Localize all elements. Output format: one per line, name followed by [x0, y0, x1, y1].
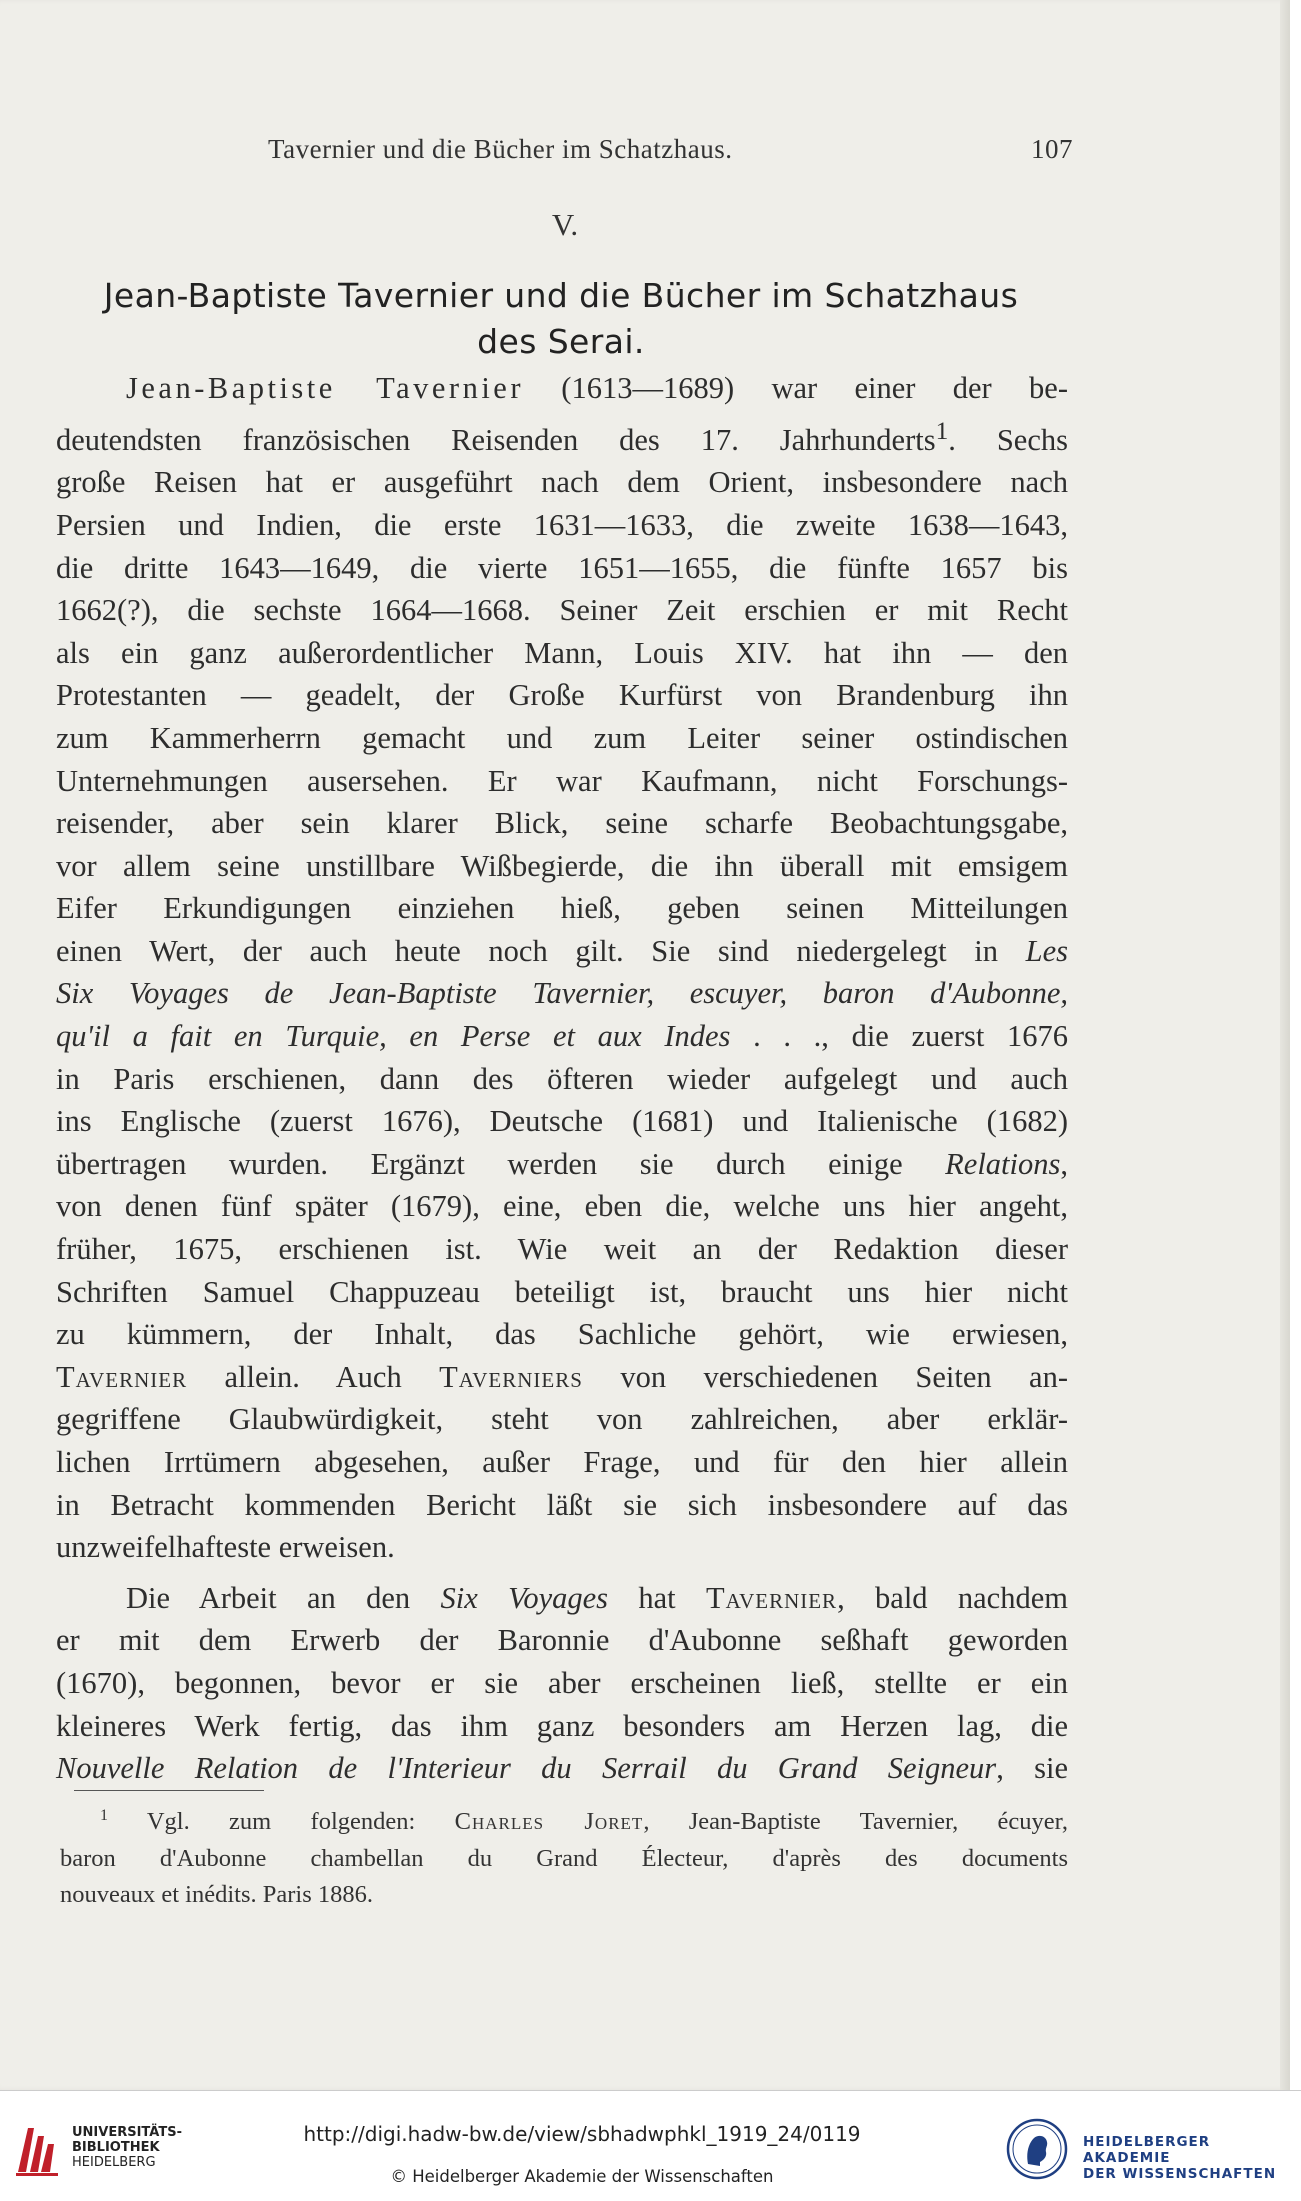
text-line: lichen Irrtümern abgesehen, außer Frage, und für den hier allein — [56, 1445, 1068, 1479]
text-line: ins Englische (zuerst 1676), Deutsche (1681) und Italienische (1682) — [56, 1104, 1068, 1139]
library-name-line-3: HEIDELBERG — [72, 2155, 156, 2170]
footnote-line: baron d'Aubonne chambellan du Grand Électeur, d'après des documents — [60, 1844, 1068, 1872]
text-line: Eifer Erkundigungen einziehen hieß, geben seinen Mitteilungen — [56, 891, 1068, 926]
small-caps-name: Taverniers — [439, 1359, 583, 1394]
text-segment: deutendsten französischen Reisenden des 17. Jahrhunderts — [56, 422, 936, 457]
text-line: früher, 1675, erschienen ist. Wie weit an der Redaktion dieser — [56, 1232, 1068, 1267]
text-line: Persien und Indien, die erste 1631—1633, die zweite 1638—1643, — [56, 507, 1068, 542]
footnote-reference: 1 — [935, 416, 949, 445]
small-caps-name: Tavernier — [56, 1359, 188, 1394]
text-line — [56, 1747, 1068, 1790]
text-line: gegriffene Glaubwürdigkeit, steht von zahlreichen, aber erklär- — [56, 1402, 1068, 1437]
chapter-title — [52, 273, 1070, 365]
text-line: reisender, aber sein klarer Blick, seine scharfe Beobachtungsgabe, — [56, 806, 1068, 841]
author-name-spaced: Jean-Baptiste Tavernier — [126, 371, 524, 405]
footnote-marker: 1 — [100, 1807, 108, 1824]
relations-italic: Relations — [945, 1146, 1061, 1181]
paragraph-1 — [56, 367, 1068, 1569]
text-line: zu kümmern, der Inhalt, das Sachliche gehört, wie erwiesen, — [56, 1317, 1068, 1352]
text-segment: , bald nachdem — [837, 1580, 1068, 1615]
text-line: (1670), begonnen, bevor er sie aber erscheinen ließ, stellte er ein — [56, 1665, 1068, 1700]
text-segment: , Jean-Baptiste Tavernier, écuyer, — [643, 1808, 1068, 1836]
text-segment: übertragen wurden. Ergänzt werden sie durch einige — [56, 1146, 946, 1181]
text-segment: (1613—1689) war einer der be- — [523, 371, 1068, 405]
text-line — [56, 1143, 1068, 1186]
text-line: in Paris erschienen, dann des öfteren wieder aufgelegt und auch — [56, 1061, 1068, 1096]
running-head-title: Tavernier und die Bücher im Schatzhaus. — [268, 134, 733, 164]
section-number: V. — [551, 207, 579, 242]
text-line: von denen fünf später (1679), eine, eben die, welche uns hier angeht, — [56, 1189, 1068, 1224]
running-head — [268, 134, 1073, 165]
chapter-title-line-2: des Serai. — [477, 322, 645, 361]
text-segment: von verschiedenen Seiten an- — [582, 1359, 1068, 1394]
library-name — [72, 2125, 182, 2170]
text-segment: einen Wert, der auch heute noch gilt. Sie sind niedergelegt in — [56, 933, 1026, 968]
book-title-italic: Six Voyages de Jean-Baptiste Tavernier, escuyer, baron d'Aubonne, — [56, 976, 1068, 1011]
text-line: als ein ganz außerordentlicher Mann, Louis XIV. hat ihn — den — [56, 635, 1068, 670]
book-title-italic: qu'il a fait en Turquie, en Perse et aux Indes — [56, 1019, 731, 1054]
text-segment: . Sechs — [948, 422, 1068, 457]
small-caps-name: Tavernier — [705, 1580, 838, 1615]
chapter-title-line-1: Jean-Baptiste Tavernier und die Bücher im Schatzhaus — [103, 276, 1019, 315]
book-title-italic: Nouvelle Relation de l'Interieur du Serrail du Grand Seigneur — [56, 1751, 997, 1786]
text-segment: , sie — [996, 1751, 1068, 1786]
text-line: Protestanten — geadelt, der Große Kurfürst von Brandenburg ihn — [56, 678, 1068, 713]
text-line — [56, 1015, 1068, 1058]
small-caps-name: Charles Joret — [454, 1808, 644, 1836]
academy-name — [1083, 2134, 1301, 2182]
text-segment: . . ., die zuerst 1676 — [730, 1019, 1068, 1054]
text-segment: , — [1060, 1146, 1068, 1181]
page-number: 107 — [1031, 134, 1073, 164]
book-title-italic: Six Voyages — [440, 1580, 609, 1615]
text-segment: Die Arbeit an den — [126, 1580, 441, 1615]
text-line: vor allem seine unstillbare Wißbegierde, die ihn überall mit emsigem — [56, 848, 1068, 883]
text-line: Unternehmungen ausersehen. Er war Kaufmann, nicht Forschungs- — [56, 763, 1068, 798]
text-line — [56, 1356, 1068, 1399]
text-line — [56, 930, 1068, 973]
text-line: Schriften Samuel Chappuzeau beteiligt ist, braucht uns hier nicht — [56, 1274, 1068, 1309]
text-segment: Vgl. zum folgenden: — [108, 1808, 455, 1836]
ub-heidelberg-logo-icon — [14, 2122, 60, 2178]
hadw-seal-icon — [1006, 2118, 1068, 2180]
footnote — [60, 1798, 1068, 1914]
text-line: die dritte 1643—1649, die vierte 1651—1655, die fünfte 1657 bis — [56, 550, 1068, 585]
footnote-line — [60, 1798, 1068, 1841]
text-line — [56, 410, 1068, 462]
text-segment: hat — [608, 1580, 706, 1615]
footnote-divider — [74, 1790, 264, 1791]
permalink-url[interactable]: http://digi.hadw-bw.de/view/sbhadwphkl_1919_24/0119 — [303, 2122, 861, 2146]
text-line — [56, 972, 1068, 1015]
text-line: in Betracht kommenden Bericht läßt sie sich insbesondere auf das — [56, 1487, 1068, 1522]
library-name-line-1: UNIVERSITÄTS- — [72, 2125, 182, 2140]
academy-name-line-1: HEIDELBERGER AKADEMIE — [1083, 2134, 1211, 2166]
text-line: er mit dem Erwerb der Baronnie d'Aubonne seßhaft geworden — [56, 1623, 1068, 1658]
text-line: unzweifelhafteste erweisen. — [56, 1530, 395, 1565]
text-line: große Reisen hat er ausgeführt nach dem Orient, insbesondere nach — [56, 465, 1068, 500]
footnote-line: nouveaux et inédits. Paris 1886. — [60, 1881, 374, 1909]
body-text — [56, 367, 1068, 1790]
text-line — [56, 367, 1068, 410]
text-line: zum Kammerherrn gemacht und zum Leiter seiner ostindischen — [56, 720, 1068, 755]
library-name-line-2: BIBLIOTHEK — [72, 2140, 160, 2155]
text-line — [56, 1577, 1068, 1620]
text-segment: allein. Auch — [187, 1359, 440, 1394]
book-title-italic: Les — [1025, 933, 1068, 968]
text-line: kleineres Werk fertig, das ihm ganz besonders am Herzen lag, die — [56, 1708, 1068, 1743]
academy-name-line-2: DER WISSENSCHAFTEN — [1083, 2166, 1277, 2182]
copyright-notice: © Heidelberger Akademie der Wissenschaften — [390, 2167, 774, 2186]
paragraph-2 — [56, 1577, 1068, 1790]
text-line: 1662(?), die sechste 1664—1668. Seiner Zeit erschien er mit Recht — [56, 593, 1068, 628]
